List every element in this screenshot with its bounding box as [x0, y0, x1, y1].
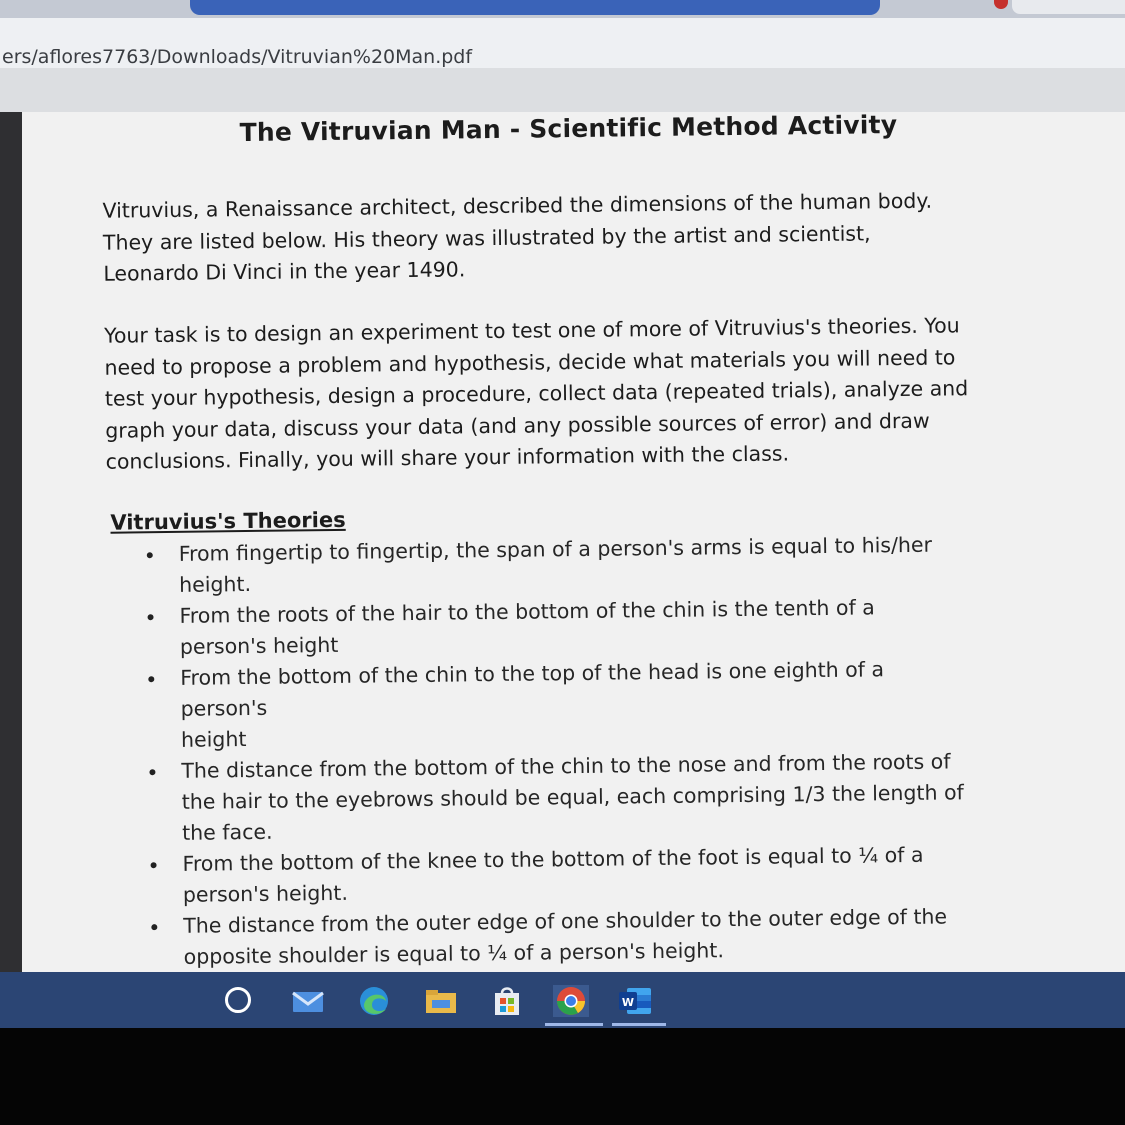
edge-icon[interactable]	[356, 985, 392, 1017]
theory-line: From the roots of the hair to the bottom of the chin is the tenth of a	[179, 595, 875, 628]
theories-list	[145, 529, 970, 973]
file-explorer-icon[interactable]	[423, 985, 459, 1017]
bullet-icon	[151, 862, 157, 868]
intro-line: Vitruvius, a Renaissance architect, described the dimensions of the human body.	[102, 188, 933, 223]
intro-line: Leonardo Di Vinci in the year 1490.	[103, 257, 466, 286]
theory-line: the hair to the eyebrows should be equal, each comprising 1/3 the length of	[181, 780, 964, 814]
task-line: test your hypothesis, design a procedure, collect data (repeated trials), analyze and	[104, 376, 969, 411]
task-line: graph your data, discuss your data (and any possible sources of error) and draw	[105, 408, 930, 443]
bullet-icon	[148, 614, 154, 620]
svg-text:W: W	[621, 996, 635, 1009]
chrome-active-indicator	[545, 1023, 603, 1026]
list-item	[148, 839, 969, 911]
list-item	[149, 901, 970, 973]
theory-line: The distance from the bottom of the chin to the nose and from the roots of	[181, 749, 951, 783]
theories-heading: Vitruvius's Theories	[110, 507, 346, 535]
list-item	[145, 591, 966, 663]
bullet-icon	[149, 769, 155, 775]
task-line: conclusions. Finally, you will share your information with the class.	[105, 441, 790, 474]
intro-line: They are listed below. His theory was illustrated by the artist and scientist,	[102, 220, 871, 255]
theory-line: person's height.	[182, 880, 349, 907]
search-circle-icon[interactable]	[225, 987, 253, 1015]
mail-icon[interactable]	[290, 985, 326, 1017]
word-active-indicator	[612, 1023, 666, 1026]
list-item	[146, 653, 967, 756]
store-icon[interactable]	[489, 985, 525, 1017]
theory-line: the face.	[182, 819, 273, 845]
task-paragraph	[104, 310, 986, 478]
chrome-icon[interactable]	[553, 985, 589, 1017]
bullet-icon	[148, 676, 154, 682]
theory-line: opposite shoulder is equal to ¼ of a person's height.	[183, 938, 725, 969]
document-title: The Vitruvian Man - Scientific Method Activity	[239, 110, 898, 148]
monitor-bezel	[0, 1028, 1125, 1125]
task-line: Your task is to design an experiment to test one of more of Vitruvius's theories. You	[103, 313, 960, 348]
list-item	[145, 529, 966, 601]
intro-paragraph	[102, 185, 983, 290]
theory-line: height	[180, 727, 247, 752]
theory-line: person's height	[179, 632, 339, 659]
task-line: need to propose a problem and hypothesis, decide what materials you will need to	[104, 344, 956, 380]
word-icon[interactable]	[617, 985, 653, 1017]
bullet-icon	[147, 552, 153, 558]
list-item	[147, 746, 968, 849]
theory-line: From the bottom of the knee to the bottom of the foot is equal to ¼ of a	[182, 842, 924, 876]
theory-line: The distance from the outer edge of one shoulder to the outer edge of the	[183, 904, 948, 938]
theory-line: height.	[179, 571, 252, 597]
url-text[interactable]: ers/aflores7763/Downloads/Vitruvian%20Man.pdf	[2, 46, 473, 68]
theory-line: From fingertip to fingertip, the span of a person's arms is equal to his/her	[178, 532, 933, 566]
theory-line: From the bottom of the chin to the top of the head is one eighth of a person's	[180, 657, 885, 721]
bullet-icon	[151, 924, 157, 930]
